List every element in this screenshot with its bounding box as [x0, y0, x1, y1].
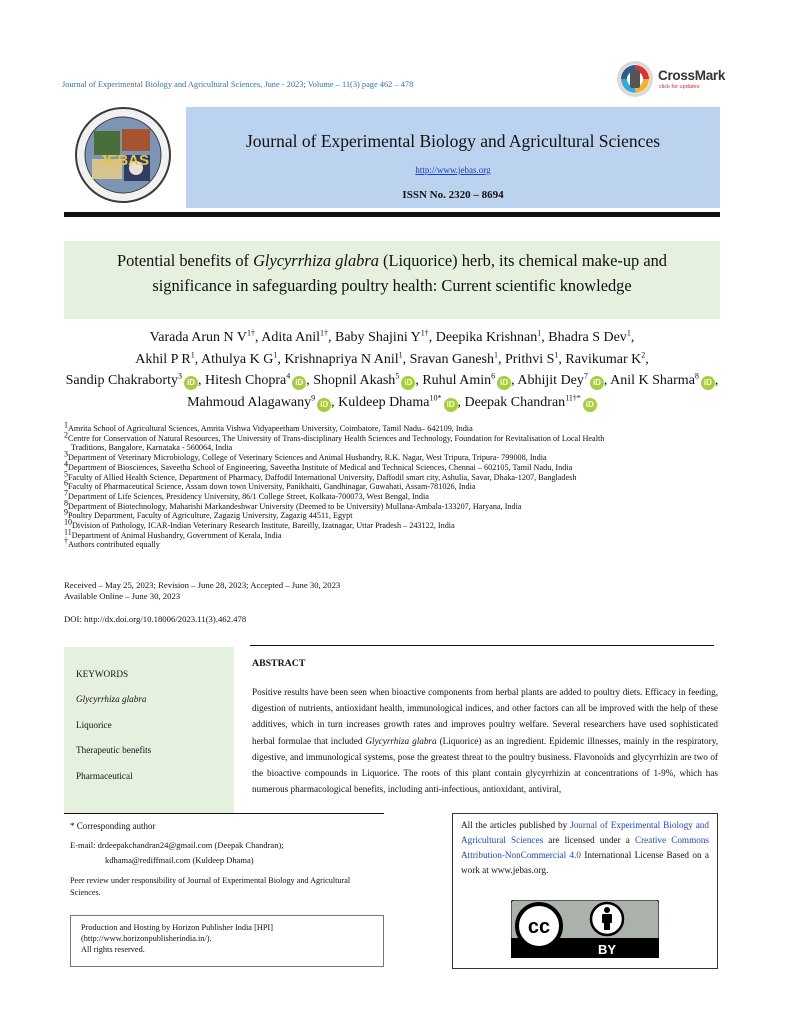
- author-name: Prithvi $S^1$: [505, 349, 559, 367]
- affiliation-item: $^4$Department of Biosciences, Saveetha School of Engineering, Saveetha Institute of Medical and Technical Sciences, Chennai – 602105, Tamil Nadu, India: [64, 459, 573, 472]
- orcid-icon[interactable]: iD: [184, 376, 198, 390]
- author-name: Ruhul Amin$^6$iD: [422, 373, 511, 388]
- keyword-item: Liquorice: [76, 720, 112, 730]
- corresponding-emails: [70, 838, 284, 868]
- affiliation-item: $^3$Department of Veterinary Microbiology, College of Veterinary Sciences and Animal Husbandry, R.K. Nagar, West Tripura, Tripura- 799008, India: [64, 449, 547, 463]
- peer-review-note: Peer review under responsibility of Journal of Experimental Biology and Agricultural Sciences.: [70, 876, 351, 897]
- author-name: Adita Anil$^{1\dagger}$: [261, 328, 328, 345]
- hosting-box: [70, 915, 384, 967]
- author-name: Baby Shajini $Y^{1\dagger}$: [334, 328, 429, 345]
- cc-by-license-icon[interactable]: [511, 900, 659, 958]
- affiliation-item: $^6$Faculty of Pharmaceutical Science, Assam down town University, Panikhaiti, Gandhinagar, Guwahati, Assam-781026, India: [64, 478, 476, 492]
- email-line[interactable]: kdhama@rediffmail.com (Kuldeep Dhama): [105, 855, 254, 865]
- author-name: Mahmoud Alagawany$^9$iD: [187, 395, 331, 410]
- orcid-icon[interactable]: iD: [317, 398, 331, 412]
- orcid-icon[interactable]: iD: [292, 376, 306, 390]
- affiliation-item: †Authors contributed equally: [64, 536, 160, 550]
- orcid-icon[interactable]: iD: [583, 398, 597, 412]
- abstract-body: Positive results have been seen when bioactive components from herbal plants are added to poultry diets. Efficacy in feeding, digestion of nutrients, antioxidant health, immunological indices, and other factors can all be improved with the help of these additives, which in turn increases growth rates and improves poultry welfare. Several researchers have used sophisticated herbal formulae that included Glycyrrhiza glabra (Liquorice) as an ingredient. Epidemic illnesses, mainly in the respiratory, digestive, and immunological systems, pose the greatest threat to the poultry business. Flavonoids and glycyrrhizin are two of the bioactive compounds in Liquorice. The roots of this plant contain glycyrrhizin at concentrations of 1-9%, which has numerous pharmacological benefits, including anti-infectious, antioxidant, antiviral,: [252, 687, 718, 795]
- received-dates: Received – May 25, 2023; Revision – June 28, 2023; Accepted – June 30, 2023: [64, 580, 341, 590]
- crossmark-badge[interactable]: [616, 60, 736, 100]
- author-name: Deepika Krishnan$^1$: [435, 328, 542, 345]
- orcid-icon[interactable]: iD: [590, 376, 604, 390]
- author-name: Shopnil Akash$^5$iD: [313, 373, 415, 388]
- journal-masthead: [186, 107, 720, 208]
- orcid-icon[interactable]: iD: [444, 398, 458, 412]
- author-name: Sandip Chakraborty$^3$iD: [66, 373, 198, 388]
- keyword-item: Glycyrrhiza glabra: [76, 694, 147, 704]
- affiliation-item: $^{10}$Division of Pathology, ICAR-Indian Veterinary Research Institute, Bareilly, Izatnagar, Uttar Pradesh – 243122, India: [64, 517, 455, 531]
- corresponding-author-heading: * Corresponding author: [70, 821, 156, 831]
- affiliation-item: $^7$Department of Life Sciences, Presidency University, 86/1 College Street, Kolkata-700073, West Bengal, India: [64, 488, 429, 501]
- keyword-item: Therapeutic benefits: [76, 745, 152, 755]
- logo-lettering: JEBAS: [99, 152, 150, 169]
- orcid-icon[interactable]: iD: [497, 376, 511, 390]
- running-header: Journal of Experimental Biology and Agricultural Sciences, June - 2023; Volume – 11(3) page 462 – 478: [62, 80, 414, 89]
- journal-logo: [64, 105, 182, 205]
- orcid-icon[interactable]: iD: [401, 376, 415, 390]
- article-title-box: [64, 241, 720, 319]
- affiliation-item: $^9$Poultry Department, Faculty of Agriculture, Zagazig University, Zagazig 44511, Egypt: [64, 507, 353, 521]
- affiliation-item: $^{11}$Department of Animal Husbandry, Government of Kerala, India: [64, 527, 282, 540]
- author-name: Bhadra S Dev$^1$: [548, 328, 631, 345]
- crossmark-icon: [616, 60, 654, 98]
- article-title: Potential benefits of Glycyrrhiza glabra (Liquorice) herb, its chemical make-up and significance in safeguarding poultry health: Current scientific knowledge: [116, 251, 667, 295]
- journal-url-link[interactable]: http://www.jebas.org: [415, 165, 491, 175]
- license-text: All the articles published by Journal of Experimental Biology and Agricultural Sciences are licensed under a Creative Commons Attribution-NonCommercial 4.0 International License Based on a work at www.jebas.org.: [461, 820, 709, 875]
- journal-link[interactable]: Journal of Experimental Biology and Agricultural Sciences: [461, 820, 709, 845]
- doi-link[interactable]: DOI: http://dx.doi.org/10.18006/2023.11(3).462.478: [64, 614, 247, 624]
- author-name: Deepak Chandran$^{11\dagger*}$iD: [465, 395, 597, 410]
- author-name: Ravikumar $K^2$: [565, 349, 646, 367]
- abstract-heading: ABSTRACT: [252, 658, 306, 669]
- author-name: Varada Arun N $V^{1\dagger}$: [149, 328, 256, 345]
- author-name: Abhijit Dey$^7$iD: [517, 373, 604, 388]
- author-list: Varada Arun N $V^{1\dagger}$, Adita Anil$^{1\dagger}$, Baby Shajini $Y^{1\dagger}$, Deepika Krishnan$^1$, Bhadra S Dev$^1$, Akhil P $R^1$, Athulya K $G^1$, Krishnapriya N Anil$^1$, Sravan Ganesh$^1$, Prithvi $S^1$, Ravikumar $K^2$, Sandip Chakraborty$^3$iD , Hitesh Chopra$^4$iD , Shopnil Akash$^5$iD , Ruhul Amin$^6$iD , Abhijit Dey$^7$iD , Anil K Sharma$^8$iD , Mahmoud Alagawany$^9$iD , Kuldeep Dhama$^{10*}$iD , Deepak Chandran$^{11\dagger*}$iD: [65, 328, 719, 410]
- journal-title: Journal of Experimental Biology and Agricultural Sciences: [245, 131, 661, 151]
- hosting-url[interactable]: (http://www.horizonpublisherindia.in/).: [81, 934, 212, 943]
- affiliation-list: [64, 420, 724, 550]
- author-name: Kuldeep Dhama$^{10*}$iD: [338, 395, 457, 410]
- affiliation-item: $^1$Amrita School of Agricultural Sciences, Amrita Vishwa Vidyapeetham University, Coimbatore, Tamil Nadu– 642109, India: [64, 420, 473, 433]
- keywords-heading: KEYWORDS: [76, 669, 129, 679]
- author-name: Akhil P $R^1$: [135, 349, 195, 367]
- author-name: Krishnapriya N Anil$^1$: [284, 349, 403, 367]
- author-name: Sravan Ganesh$^1$: [409, 349, 499, 367]
- crossmark-sublabel: click for updates: [659, 84, 700, 90]
- orcid-icon[interactable]: iD: [701, 376, 715, 390]
- affiliation-item-continued: Traditions, Bangalore, Karnataka - 560064, India: [71, 443, 233, 453]
- affiliation-item: $^8$Department of Biotechnology, Maharishi Markandeshwar University (Deemed to be University) Mullana-Ambala-133207, Haryana, India: [64, 497, 522, 511]
- abstract-divider: [250, 645, 714, 646]
- svg-text:BY: BY: [597, 942, 617, 957]
- author-name: Athulya K $G^1$: [200, 349, 278, 367]
- svg-text:cc: cc: [527, 916, 551, 938]
- hosting-line: Production and Hosting by Horizon Publisher India [HPI]: [81, 923, 273, 932]
- article-dates: [64, 580, 340, 602]
- keyword-item: Pharmaceutical: [76, 771, 133, 781]
- crossmark-label: CrossMark: [658, 68, 726, 83]
- keywords-box: [64, 647, 234, 813]
- author-name: Anil K Sharma$^8$iD: [610, 373, 715, 388]
- affiliation-item: $^2$Centre for Conservation of Natural Resources, The University of Trans-disciplinary Health Sciences and Technology, Foundation for Revitalisation of Local Health: [64, 429, 605, 443]
- journal-issn: ISSN No. 2320 – 8694: [402, 189, 504, 201]
- email-line[interactable]: E-mail: drdeepakchandran24@gmail.com (Deepak Chandran);: [70, 840, 284, 850]
- online-date: Available Online – June 30, 2023: [64, 591, 181, 601]
- author-name: Hitesh Chopra$^4$iD: [205, 373, 306, 388]
- license-link[interactable]: Creative Commons Attribution-NonCommercial 4.0: [461, 835, 709, 860]
- masthead-divider: [64, 212, 720, 217]
- hosting-rights: All rights reserved.: [81, 945, 145, 954]
- affiliation-item: $^5$Faculty of Allied Health Science, Department of Pharmacy, Daffodil International University, Daffodil smart city, Ashulia, Savar, Dhaka-1207, Bangladesh: [64, 468, 577, 482]
- footnote-divider: [64, 813, 384, 814]
- license-box: [452, 813, 718, 969]
